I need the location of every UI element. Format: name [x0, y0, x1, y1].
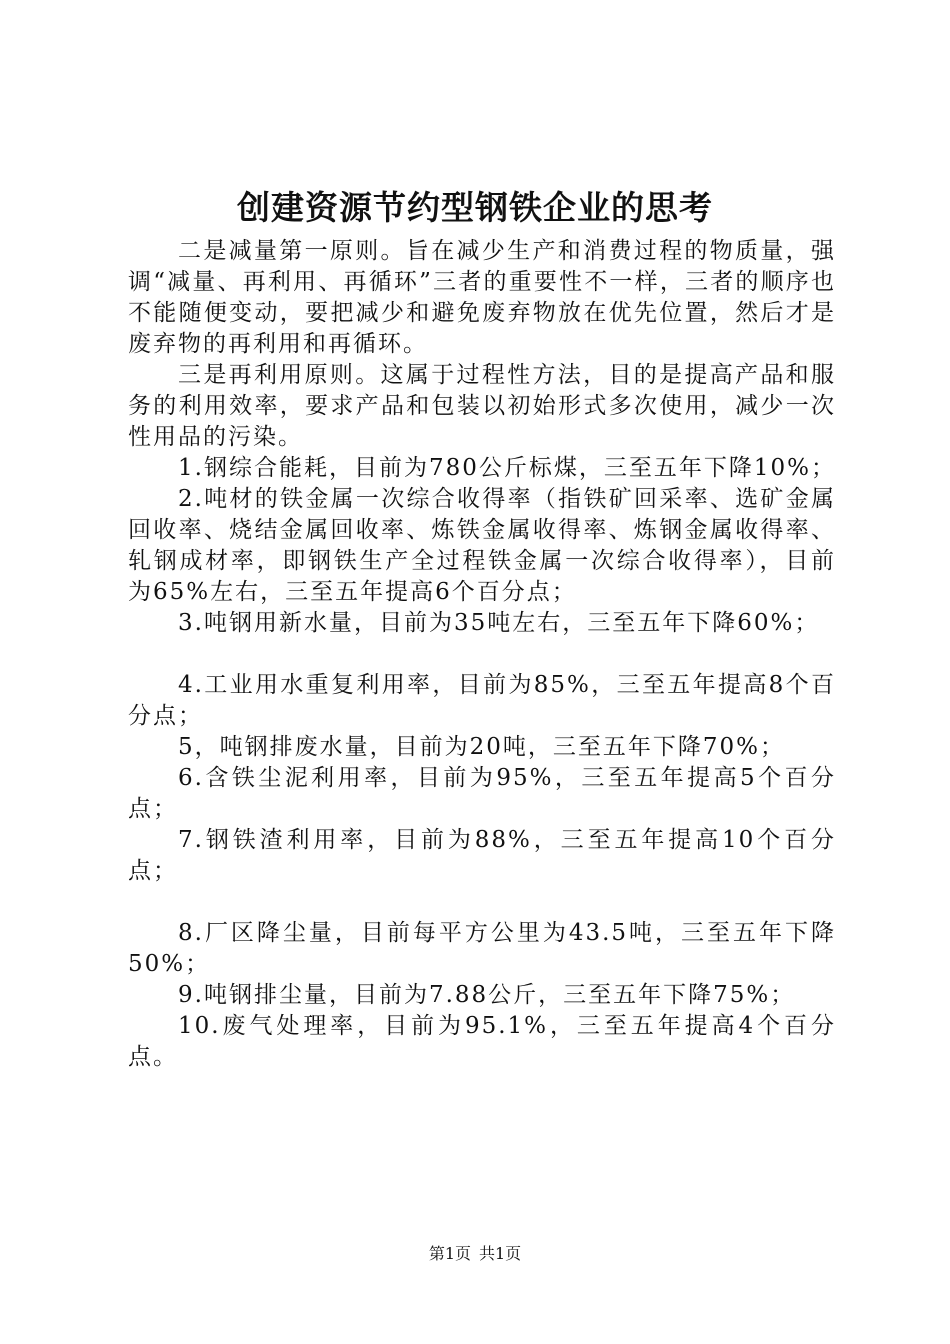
- page-footer: [0, 1243, 950, 1265]
- list-item-iron-yield: 2.吨材的铁金属一次综合收得率（指铁矿回采率、选矿金属回收率、烧结金属回收率、炼铁金属收得率、炼钢金属收得率、轧钢成材率，即钢铁生产全过程铁金属一次综合收得率），目前为65%左右，三至五年提高6个百分点；: [128, 486, 836, 605]
- list-item-dustfall: 8.厂区降尘量，目前每平方公里为43.5吨，三至五年下降50%；: [128, 920, 836, 977]
- paragraph-reuse-principle: 三是再利用原则。这属于过程性方法，目的是提高产品和服务的利用效率，要求产品和包装以初始形式多次使用，减少一次性用品的污染。: [128, 362, 836, 450]
- paragraph-reduction-principle: 二是减量第一原则。旨在减少生产和消费过程的物质量，强调“减量、再利用、再循环”三者的重要性不一样，三者的顺序也不能随便变动，要把减少和避免废弃物放在优先位置，然后才是废弃物的再利用和再循环。: [128, 238, 836, 357]
- list-item-sludge-utilization: 6.含铁尘泥利用率，目前为95%，三至五年提高5个百分点；: [128, 765, 836, 822]
- list-item-dust-emission: 9.吨钢排尘量，目前为7.88公斤，三至五年下降75%；: [178, 982, 796, 1008]
- page-number: 第1页: [428, 1244, 471, 1263]
- list-item-fresh-water: 3.吨钢用新水量，目前为35吨左右，三至五年下降60%；: [178, 610, 820, 636]
- spacer: [128, 639, 836, 670]
- document-body: [128, 236, 836, 1073]
- list-item-waste-water: 5，吨钢排废水量，目前为20吨，三至五年下降70%；: [178, 734, 786, 760]
- document-title: 创建资源节约型钢铁企业的思考: [237, 188, 713, 227]
- list-item-energy-consumption: 1.钢综合能耗，目前为780公斤标煤，三至五年下降10%；: [178, 455, 836, 481]
- list-item-water-reuse: 4.工业用水重复利用率，目前为85%，三至五年提高8个百分点；: [128, 672, 836, 729]
- page-total: 共1页: [479, 1244, 522, 1263]
- list-item-slag-utilization: 7.钢铁渣利用率，目前为88%，三至五年提高10个百分点；: [128, 827, 836, 884]
- list-item-exhaust-treatment: 10.废气处理率，目前为95.1%，三至五年提高4个百分点。: [128, 1013, 836, 1070]
- spacer: [128, 887, 836, 918]
